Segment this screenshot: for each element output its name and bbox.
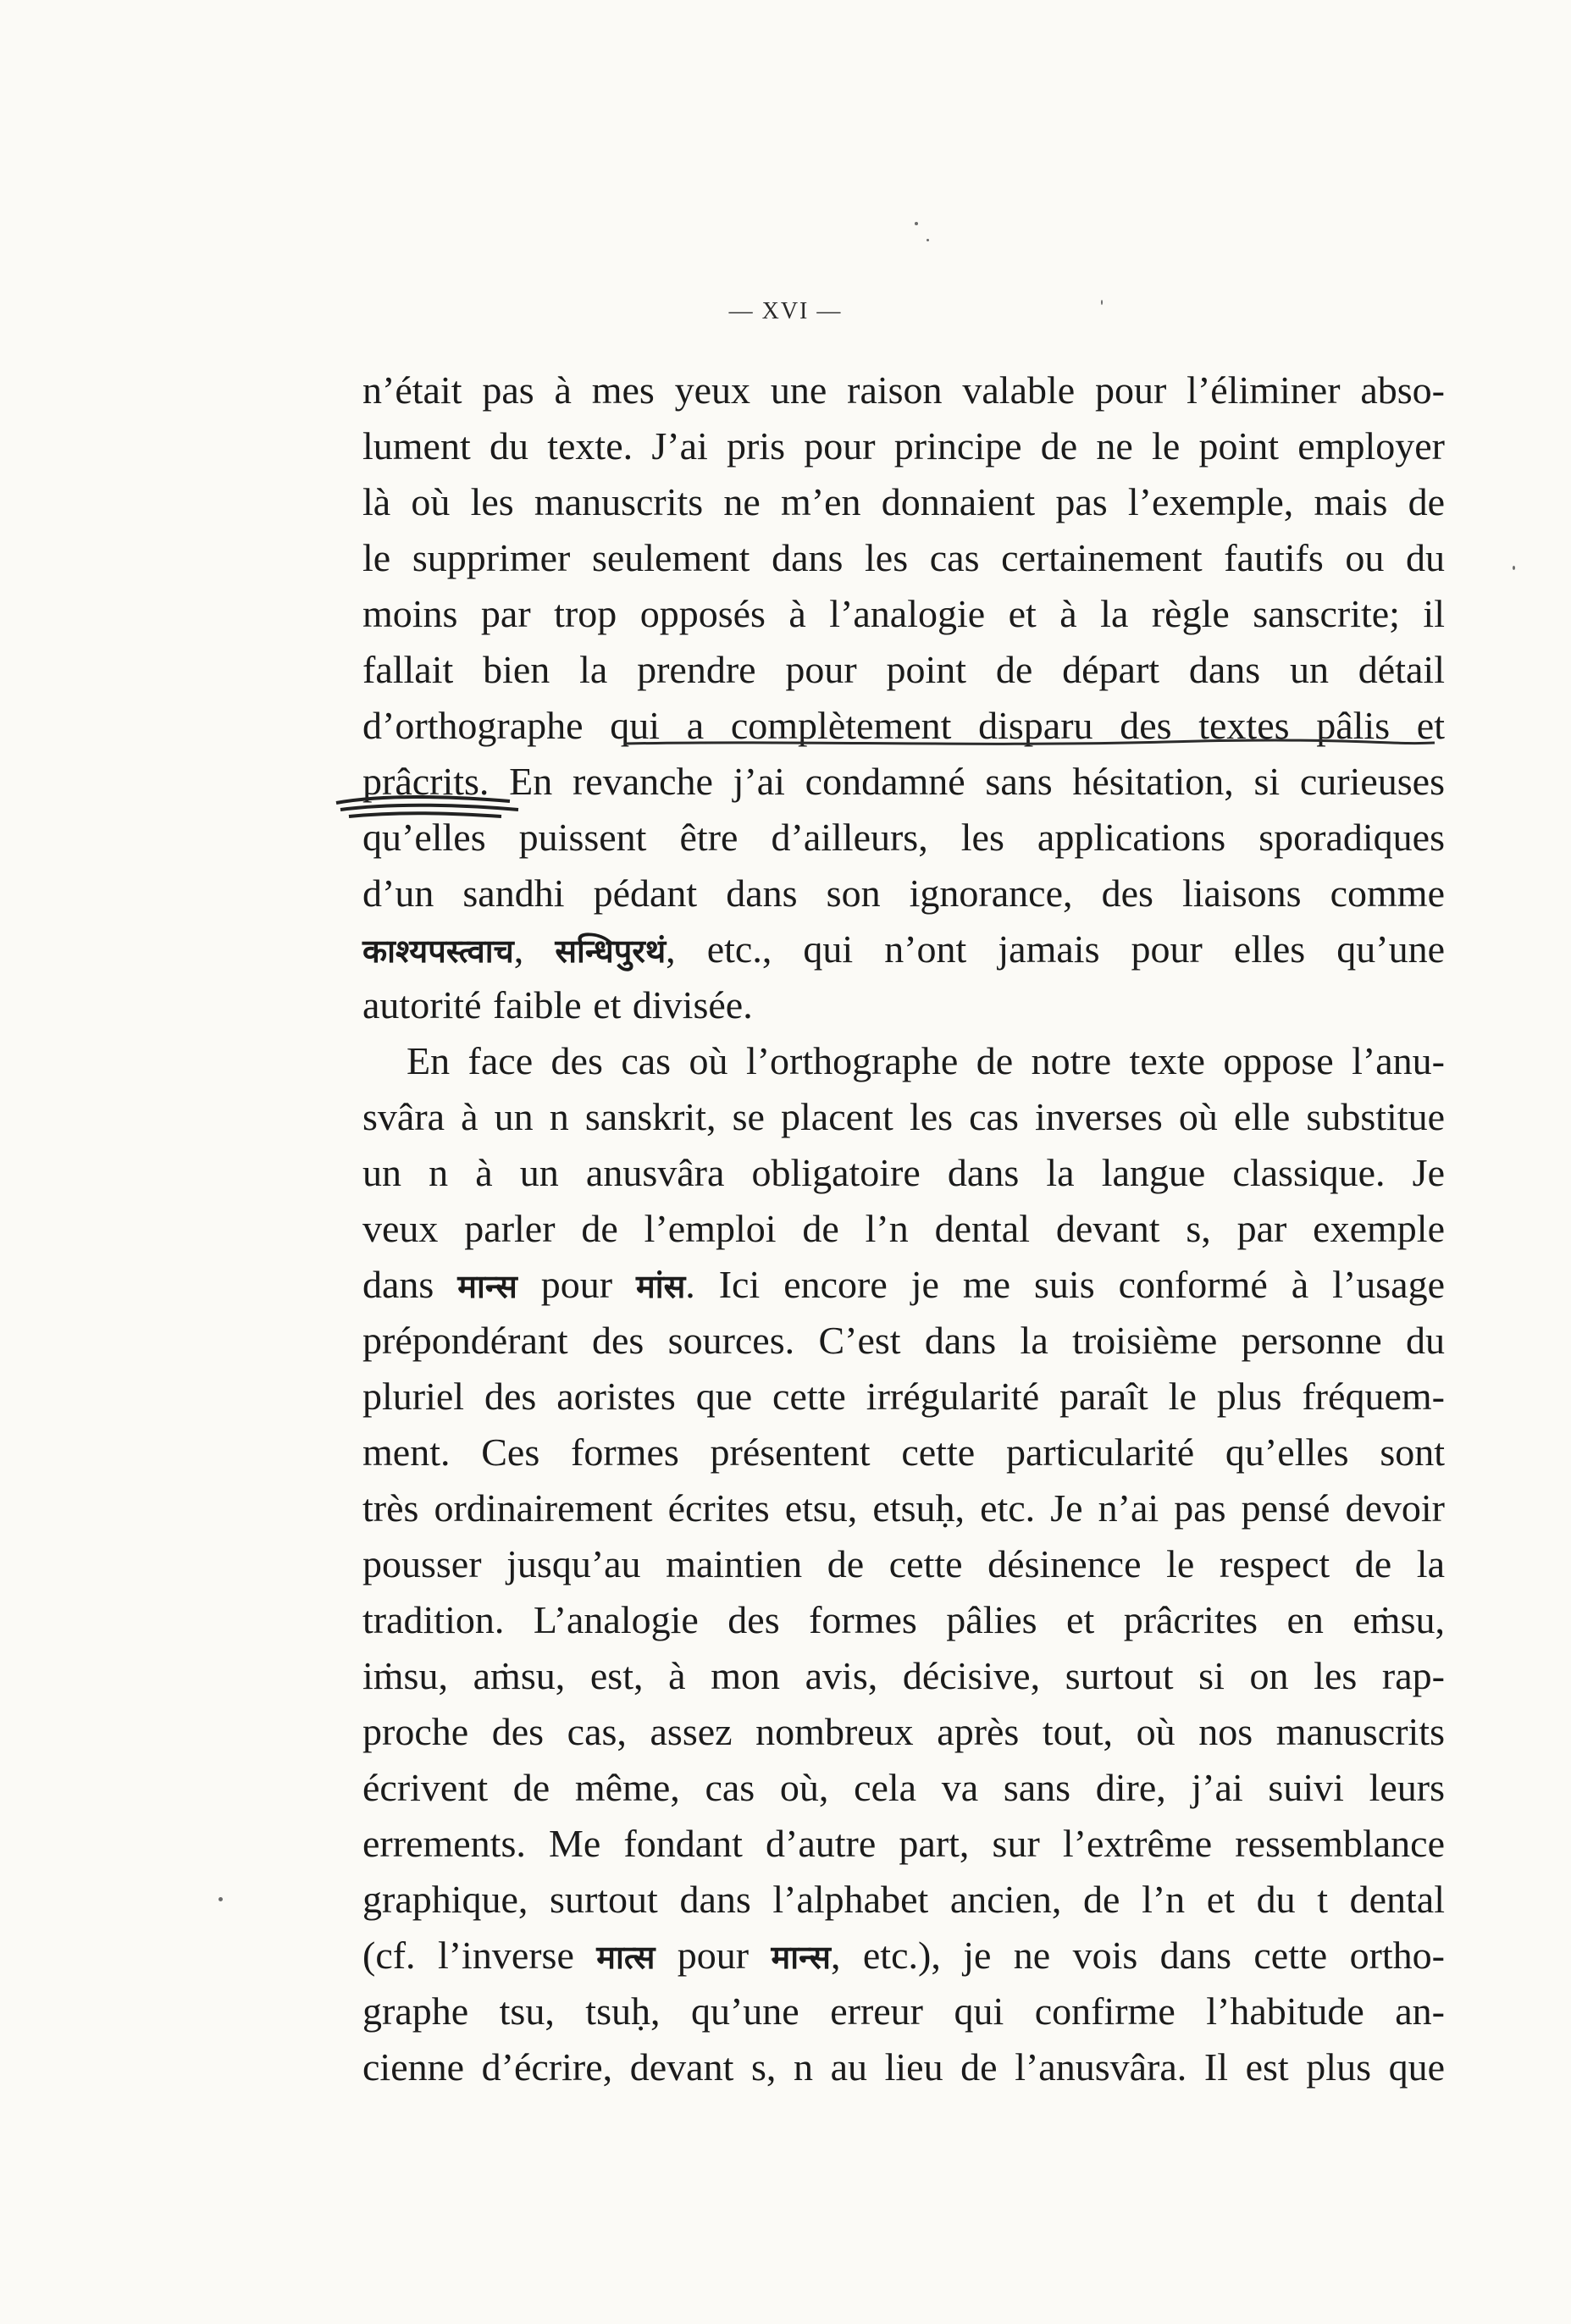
text-line: un n à un anusvâra obligatoire dans la langue classique. Je: [362, 1151, 1445, 1194]
text-line: moins par trop opposés à l’analogie et à la règle sanscrite; il: [362, 592, 1445, 635]
text-fragment: , etc., qui n’ont jamais pour elles qu’une: [666, 927, 1446, 971]
text-line: tradition. L’analogie des formes pâlies et prâcrites en eṁsu,: [362, 1598, 1445, 1641]
text-line: errements. Me fondant d’autre part, sur l’extrême ressemblance: [362, 1822, 1445, 1865]
text-line: lument du texte. J’ai pris pour principe de ne le point employer: [362, 424, 1445, 468]
text-fragment: pour: [655, 1934, 772, 1977]
devanagari-word: मात्स: [596, 1939, 656, 1976]
running-head: — XVI —: [728, 298, 843, 324]
text-line: graphique, surtout dans l’alphabet ancien, de l’n et du t dental: [362, 1878, 1445, 1921]
text-line: prépondérant des sources. C’est dans la troisième personne du: [362, 1319, 1445, 1362]
text-fragment: pour: [517, 1263, 637, 1306]
pen-underline-mark: [623, 735, 1436, 752]
text-line: veux parler de l’emploi de l’n dental devant s, par exemple: [362, 1207, 1445, 1250]
text-line: le supprimer seulement dans les cas certainement fautifs ou du: [362, 536, 1445, 579]
text-line: n’était pas à mes yeux une raison valable pour l’éliminer abso-: [362, 368, 1445, 412]
text-line-devanagari: [362, 921, 1445, 977]
scan-speck: [1101, 300, 1103, 305]
pen-squiggle-mark: [332, 788, 527, 830]
devanagari-word: मान्स: [771, 1939, 831, 1976]
text-line: fallait bien la prendre pour point de départ dans un détail: [362, 648, 1445, 691]
text-line: proche des cas, assez nombreux après tout, où nos manuscrits: [362, 1710, 1445, 1753]
text-line: cienne d’écrire, devant s, n au lieu de l’anusvâra. Il est plus que: [362, 2045, 1445, 2089]
text-line: d’orthographe qui a complètement disparu des textes pâlis et: [362, 704, 1445, 747]
body-text: [362, 362, 1445, 2095]
text-fragment: dans: [362, 1263, 458, 1306]
scan-speck: [915, 222, 918, 225]
text-fragment: , etc.), je ne vois dans cette ortho-: [831, 1934, 1445, 1977]
text-line-devanagari: [362, 1257, 1445, 1313]
text-line: d’un sandhi pédant dans son ignorance, des liaisons comme: [362, 872, 1445, 915]
devanagari-word: मांस: [636, 1268, 686, 1305]
scan-speck: [1513, 566, 1515, 570]
text-line: écrivent de même, cas où, cela va sans dire, j’ai suivi leurs: [362, 1766, 1445, 1809]
separator: ,: [513, 927, 556, 971]
text-line-devanagari: [362, 1928, 1445, 1984]
text-line: ment. Ces formes présentent cette particularité qu’elles sont: [362, 1430, 1445, 1474]
text-fragment: (cf. l’inverse: [362, 1934, 597, 1977]
text-line: graphe tsu, tsuḥ, qu’une erreur qui confirme l’habitude an-: [362, 1989, 1445, 2033]
text-line: iṁsu, aṁsu, est, à mon avis, décisive, surtout si on les rap-: [362, 1654, 1445, 1697]
text-line: très ordinairement écrites etsu, etsuḥ, etc. Je n’ai pas pensé devoir: [362, 1486, 1445, 1530]
text-line: svâra à un n sanskrit, se placent les cas inverses où elle substitue: [362, 1095, 1445, 1138]
text-line: autorité faible et divisée.: [362, 983, 753, 1026]
devanagari-word: सन्धिपुरथं: [555, 932, 667, 970]
devanagari-word: काश्यपस्त्वाच: [362, 932, 514, 970]
text-line: là où les manuscrits ne m’en donnaient pas l’exemple, mais de: [362, 480, 1445, 523]
text-line: pousser jusqu’au maintien de cette désinence le respect de la: [362, 1542, 1445, 1585]
text-fragment: . Ici encore je me suis conformé à l’usage: [685, 1263, 1445, 1306]
text-line: qu’elles puissent être d’ailleurs, les applications sporadiques: [362, 816, 1445, 859]
text-line: prâcrits. En revanche j’ai condamné sans hésitation, si curieuses: [362, 760, 1445, 803]
devanagari-word: मान्स: [457, 1268, 517, 1305]
text-line: pluriel des aoristes que cette irrégularité paraît le plus fréquem-: [362, 1375, 1445, 1418]
scan-speck: [927, 239, 929, 241]
scan-speck: [219, 1897, 223, 1901]
paragraph-first-line: En face des cas où l’orthographe de notre texte oppose l’anu-: [407, 1039, 1445, 1082]
